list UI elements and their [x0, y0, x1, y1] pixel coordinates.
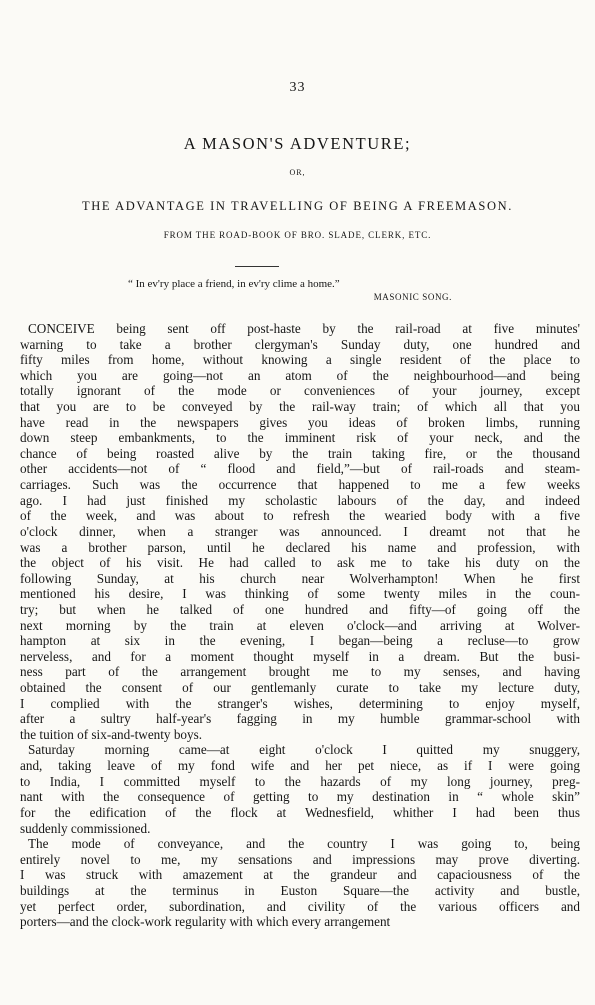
body-line: other accidents—not of “ flood and field,”—but of rail-roads and steam-: [20, 461, 580, 477]
body-line: entirely novel to me, my sensations and impressions may prove diverting.: [20, 851, 580, 867]
body-line: of the week, and was about to refresh the wearied body with a five: [20, 508, 580, 524]
body-line: nant with the consequence of getting to my destination in “ whole skin”: [20, 789, 580, 805]
body-line: was a brother parson, until he declared his name and profession, with: [20, 539, 580, 555]
page-number: 33: [289, 80, 306, 95]
body-line: next morning by the train at eleven o'clock—and arriving at Wolver-: [20, 617, 580, 633]
body-line: obtained the consent of our gentlemanly curate to take my lecture duty,: [20, 680, 580, 696]
body-line: after a sultry half-year's fagging in my humble grammar-school with: [20, 711, 580, 727]
body-line: that you are to be conveyed by the rail-way train; of which all that you: [20, 399, 580, 415]
article-subtitle: THE ADVANTAGE IN TRAVELLING OF BEING A FREEMASON.: [82, 199, 513, 213]
body-line: totally ignorant of the mode or conveniences of your journey, except: [20, 383, 580, 399]
body-line: nerveless, and for a moment thought myself in a dream. But the busi-: [20, 648, 580, 664]
body-line: chance of being roasted alive by the train taking fire, or the thousand: [20, 445, 580, 461]
body-line: the object of his visit. He had called to ask me to take his duty on the: [20, 555, 580, 571]
title-conjunction: OR,: [289, 168, 306, 177]
article-title: A MASON'S ADVENTURE;: [183, 134, 412, 153]
article-source: FROM THE ROAD-BOOK OF BRO. SLADE, CLERK, ETC.: [163, 230, 432, 240]
body-line: ago. I had just finished my scholastic labours of the day, and indeed: [20, 492, 580, 508]
body-line: fifty miles from home, without knowing a single resident of the place to: [20, 352, 580, 368]
body-line: I was struck with amazement at the grandeur and capaciousness of the: [20, 867, 580, 883]
body-line: and, taking leave of my fond wife and her pet niece, as if I were going: [20, 758, 580, 774]
body-line: Saturday morning came—at eight o'clock I quitted my snuggery,: [28, 742, 580, 758]
body-line: which you are going—not an atom of the neighbourhood—and being: [20, 367, 580, 383]
body-line: down steep embankments, to the imminent risk of your neck, and the: [20, 430, 580, 446]
body-line: The mode of conveyance, and the country I was going to, being: [28, 836, 580, 852]
body-line: suddenly commissioned.: [20, 820, 151, 836]
body-line: warning to take a brother clergyman's Sunday duty, one hundred and: [20, 336, 580, 352]
body-line: have read in the newspapers gives you ideas of broken limbs, running: [20, 414, 580, 430]
body-line: hampton at six in the evening, I began—being a recluse—to grow: [20, 633, 580, 649]
body-line: I complied with the stranger's wishes, determining to enjoy myself,: [20, 695, 580, 711]
epigraph-quote: “ In ev'ry place a friend, in ev'ry clime a home.”: [128, 278, 340, 290]
body-line: CONCEIVE being sent off post-haste by the rail-road at five minutes': [28, 321, 580, 336]
body-line: to India, I committed myself to the hazards of my long journey, preg-: [20, 773, 580, 789]
body-line: yet perfect order, subordination, and civility of the various officers and: [20, 898, 580, 914]
body-line: for the edification of the flock at Wednesfield, whither I had been thus: [20, 804, 580, 820]
body-line: porters—and the clock-work regularity with which every arrangement: [20, 914, 391, 930]
body-line: o'clock dinner, when a stranger was announced. I dreamt not that he: [20, 523, 580, 539]
body-line: mentioned his desire, I was thinking of some twenty miles in the coun-: [20, 586, 580, 602]
body-line: following Sunday, at his church near Wolverhampton! When he first: [20, 570, 580, 586]
body-line: try; but when he talked of one hundred and fifty—of going off the: [20, 601, 580, 617]
epigraph-attribution: MASONIC SONG.: [373, 292, 452, 302]
body-line: ness part of the arrangement brought me to my senses, and having: [20, 664, 580, 680]
body-line: the tuition of six-and-twenty boys.: [20, 726, 203, 742]
body-line: buildings at the terminus in Euston Square—the activity and bustle,: [20, 882, 580, 898]
epigraph: [128, 278, 468, 304]
divider-rule: [235, 266, 279, 267]
body-line: carriages. Such was the occurrence that happened to me a few weeks: [20, 477, 580, 493]
body-text: [20, 321, 580, 930]
